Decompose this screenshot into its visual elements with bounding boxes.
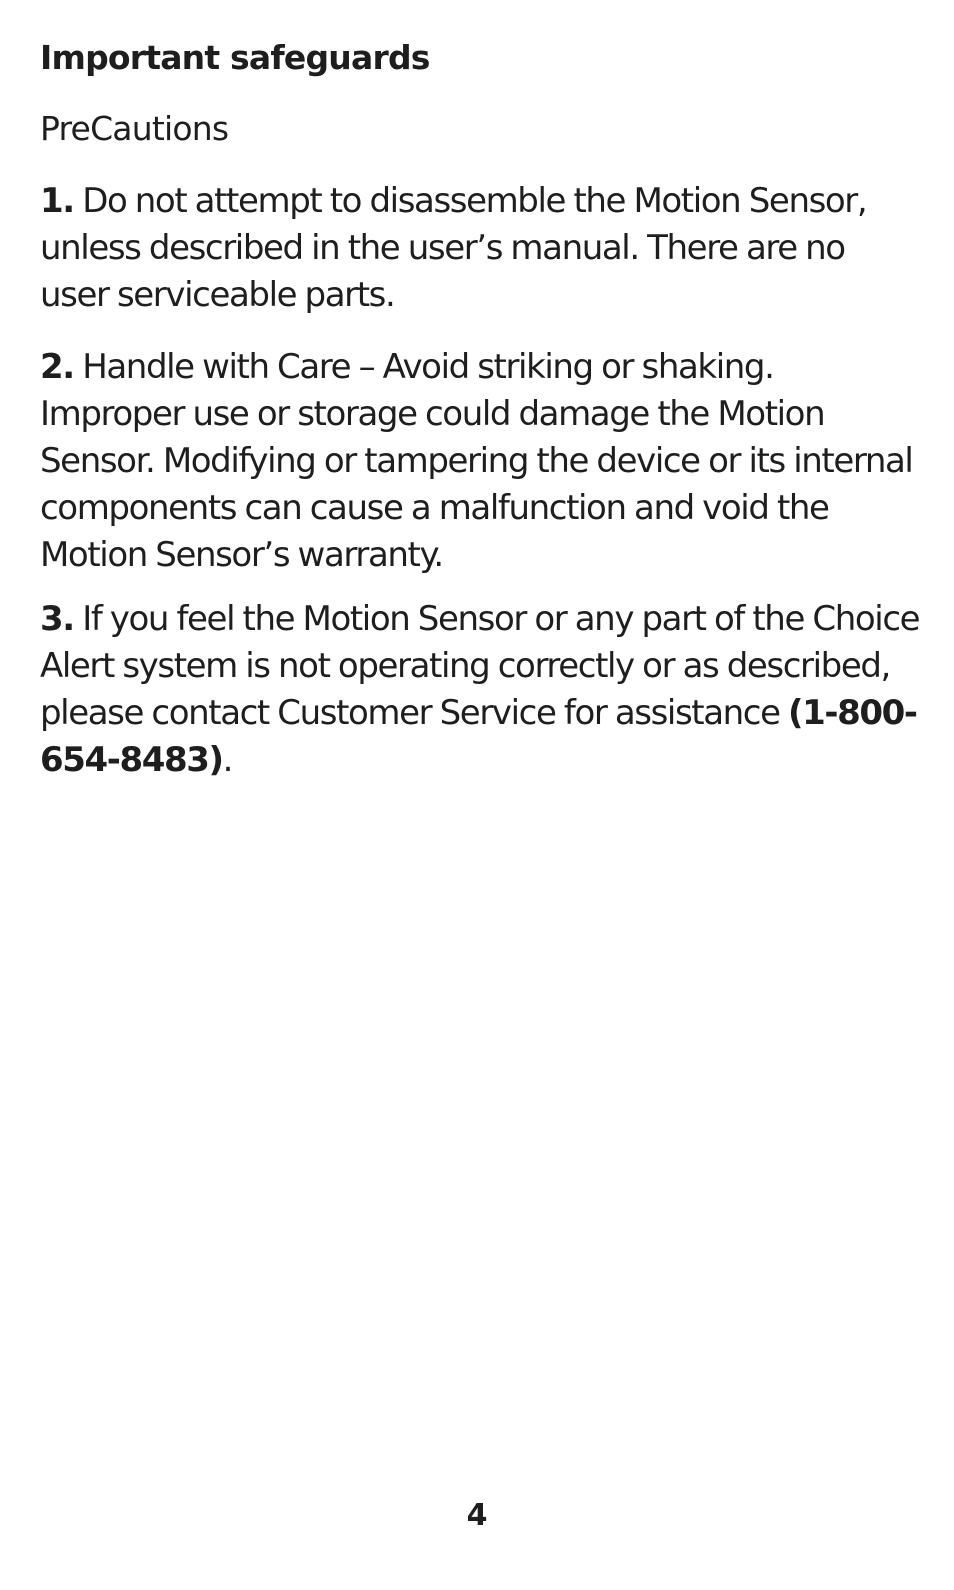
item-number: 1. <box>40 181 74 221</box>
item-suffix: . <box>222 740 233 780</box>
customer-service-phone: (1-800-654-8483) <box>40 693 917 780</box>
section-heading: Important safeguards <box>40 38 430 77</box>
item-text: Do not attempt to disassemble the Motion Sensor, unless described in the user’s manual. There are no user serviceable parts. <box>40 181 867 315</box>
item-number: 2. <box>40 347 74 387</box>
item-number: 3. <box>40 599 74 639</box>
item-text: If you feel the Motion Sensor or any part of the Choice Alert system is not operating correctly or as described, please contact Customer Service for assistance <box>40 599 920 733</box>
section-subheading: PreCautions <box>40 109 229 148</box>
page-number: 4 <box>466 1498 488 1533</box>
precaution-item-3 <box>40 596 920 784</box>
precaution-item-1 <box>40 178 920 319</box>
item-text: Handle with Care – Avoid striking or shaking. Improper use or storage could damage the Motion Sensor. Modifying or tampering the device or its internal components can cause a malfunction and void the Motion Sensor’s warranty. <box>40 347 913 575</box>
precaution-item-2 <box>40 344 920 579</box>
